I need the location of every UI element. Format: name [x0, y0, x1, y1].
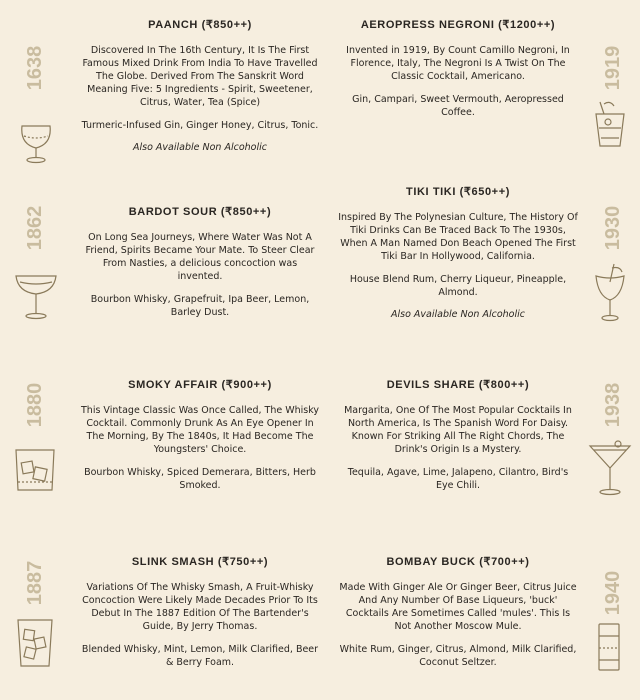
item-title: PAANCH (₹850++): [148, 19, 252, 31]
item-title: BARDOT SOUR (₹850++): [128, 206, 272, 218]
item-title: BOMBAY BUCK (₹700++): [386, 556, 530, 568]
item-description: Discovered In The 16th Century, It Is The First Famous Mixed Drink From India To Have Travelled The Globe. Derived From The Sanskrit Word Meaning Five: 5 Ingredients - Spirit, Sweetener, Citrus, Water, Tea (Spice): [82, 45, 318, 108]
menu-item-aeropress-negroni: [338, 18, 578, 129]
year-label: 1887: [24, 560, 46, 606]
item-description: This Vintage Classic Was Once Called, The Whisky Cocktail. Commonly Drunk As An Eye Opener In The Morning, By The 1840s, It Had Become The Youngsters' Choice.: [81, 405, 319, 455]
item-note: Also Available Non Alcoholic: [391, 309, 525, 320]
year-label: 1862: [24, 205, 46, 251]
menu-item-bardot-sour: [80, 205, 320, 329]
coupe-glass-icon: [12, 270, 60, 320]
item-ingredients: House Blend Rum, Cherry Liqueur, Pineapple, Almond.: [349, 274, 567, 298]
year-label: 1940: [602, 570, 624, 616]
rocks-glass-icon: [12, 444, 58, 494]
item-ingredients: Blended Whisky, Mint, Lemon, Milk Clarified, Beer & Berry Foam.: [81, 644, 319, 668]
snifter-glass-icon: [16, 118, 56, 164]
item-title: SLINK SMASH (₹750++): [131, 556, 269, 568]
item-ingredients: Bourbon Whisky, Spiced Demerara, Bitters, Herb Smoked.: [84, 467, 316, 491]
menu-item-paanch: [80, 18, 320, 153]
menu-item-slink-smash: [80, 555, 320, 679]
item-title: SMOKY AFFAIR (₹900++): [128, 379, 272, 391]
menu-item-smoky-affair: [80, 378, 320, 502]
item-description: On Long Sea Journeys, Where Water Was Not A Friend, Spirits Became Your Mate. To Steer Clear From Nasties, a delicious concoction was invented.: [85, 232, 315, 282]
garnished-tumbler-icon: [590, 98, 630, 152]
year-label: 1919: [602, 45, 624, 91]
item-ingredients: Bourbon Whisky, Grapefruit, Ipa Beer, Lemon, Barley Dust.: [90, 294, 310, 318]
item-description: Made With Ginger Ale Or Ginger Beer, Citrus Juice And Any Number Of Base Liqueurs, 'buck' Cocktails Are Sometimes Called 'mules'. This Is Not Another Moscow Mule.: [339, 582, 577, 632]
martini-glass-icon: [588, 440, 632, 498]
year-label: 1638: [24, 45, 46, 91]
ice-tumbler-icon: [14, 616, 56, 670]
menu-item-tiki-tiki: [338, 185, 578, 320]
year-label: 1880: [24, 382, 46, 428]
item-title: DEVILS SHARE (₹800++): [386, 379, 530, 391]
tiki-glass-icon: [592, 262, 628, 324]
item-ingredients: Gin, Campari, Sweet Vermouth, Aeropressed Coffee.: [352, 94, 564, 118]
menu-item-bombay-buck: [338, 555, 578, 679]
highball-glass-icon: [596, 622, 622, 674]
item-ingredients: Turmeric-Infused Gin, Ginger Honey, Citrus, Tonic.: [81, 120, 319, 131]
year-label: 1938: [602, 382, 624, 428]
item-description: Inspired By The Polynesian Culture, The History Of Tiki Drinks Can Be Traced Back To The 1930s, When A Man Named Don Beach Opened The First Tiki Bar In Hollywood, California.: [338, 212, 578, 262]
menu-item-devils-share: [338, 378, 578, 502]
item-note: Also Available Non Alcoholic: [133, 142, 267, 153]
item-ingredients: White Rum, Ginger, Citrus, Almond, Milk Clarified, Coconut Seltzer.: [339, 644, 577, 668]
year-label: 1930: [602, 205, 624, 251]
item-description: Variations Of The Whisky Smash, A Fruit-Whisky Concoction Were Likely Made Decades Prior To Its Debut In The 1887 Edition Of The Bartender's Guide, By Jerry Thomas.: [82, 582, 318, 632]
item-ingredients: Tequila, Agave, Lime, Jalapeno, Cilantro, Bird's Eye Chili.: [347, 467, 569, 491]
item-description: Margarita, One Of The Most Popular Cocktails In North America, Is The Spanish Word For Daisy. Known For Striking All The Right Chords, The Drink's Origin Is a Mystery.: [344, 405, 572, 455]
item-title: TIKI TIKI (₹650++): [406, 186, 510, 198]
item-description: Invented in 1919, By Count Camillo Negroni, In Florence, Italy, The Negroni Is A Twist On The Classic Cocktail, Americano.: [346, 45, 570, 82]
item-title: AEROPRESS NEGRONI (₹1200++): [360, 19, 556, 31]
